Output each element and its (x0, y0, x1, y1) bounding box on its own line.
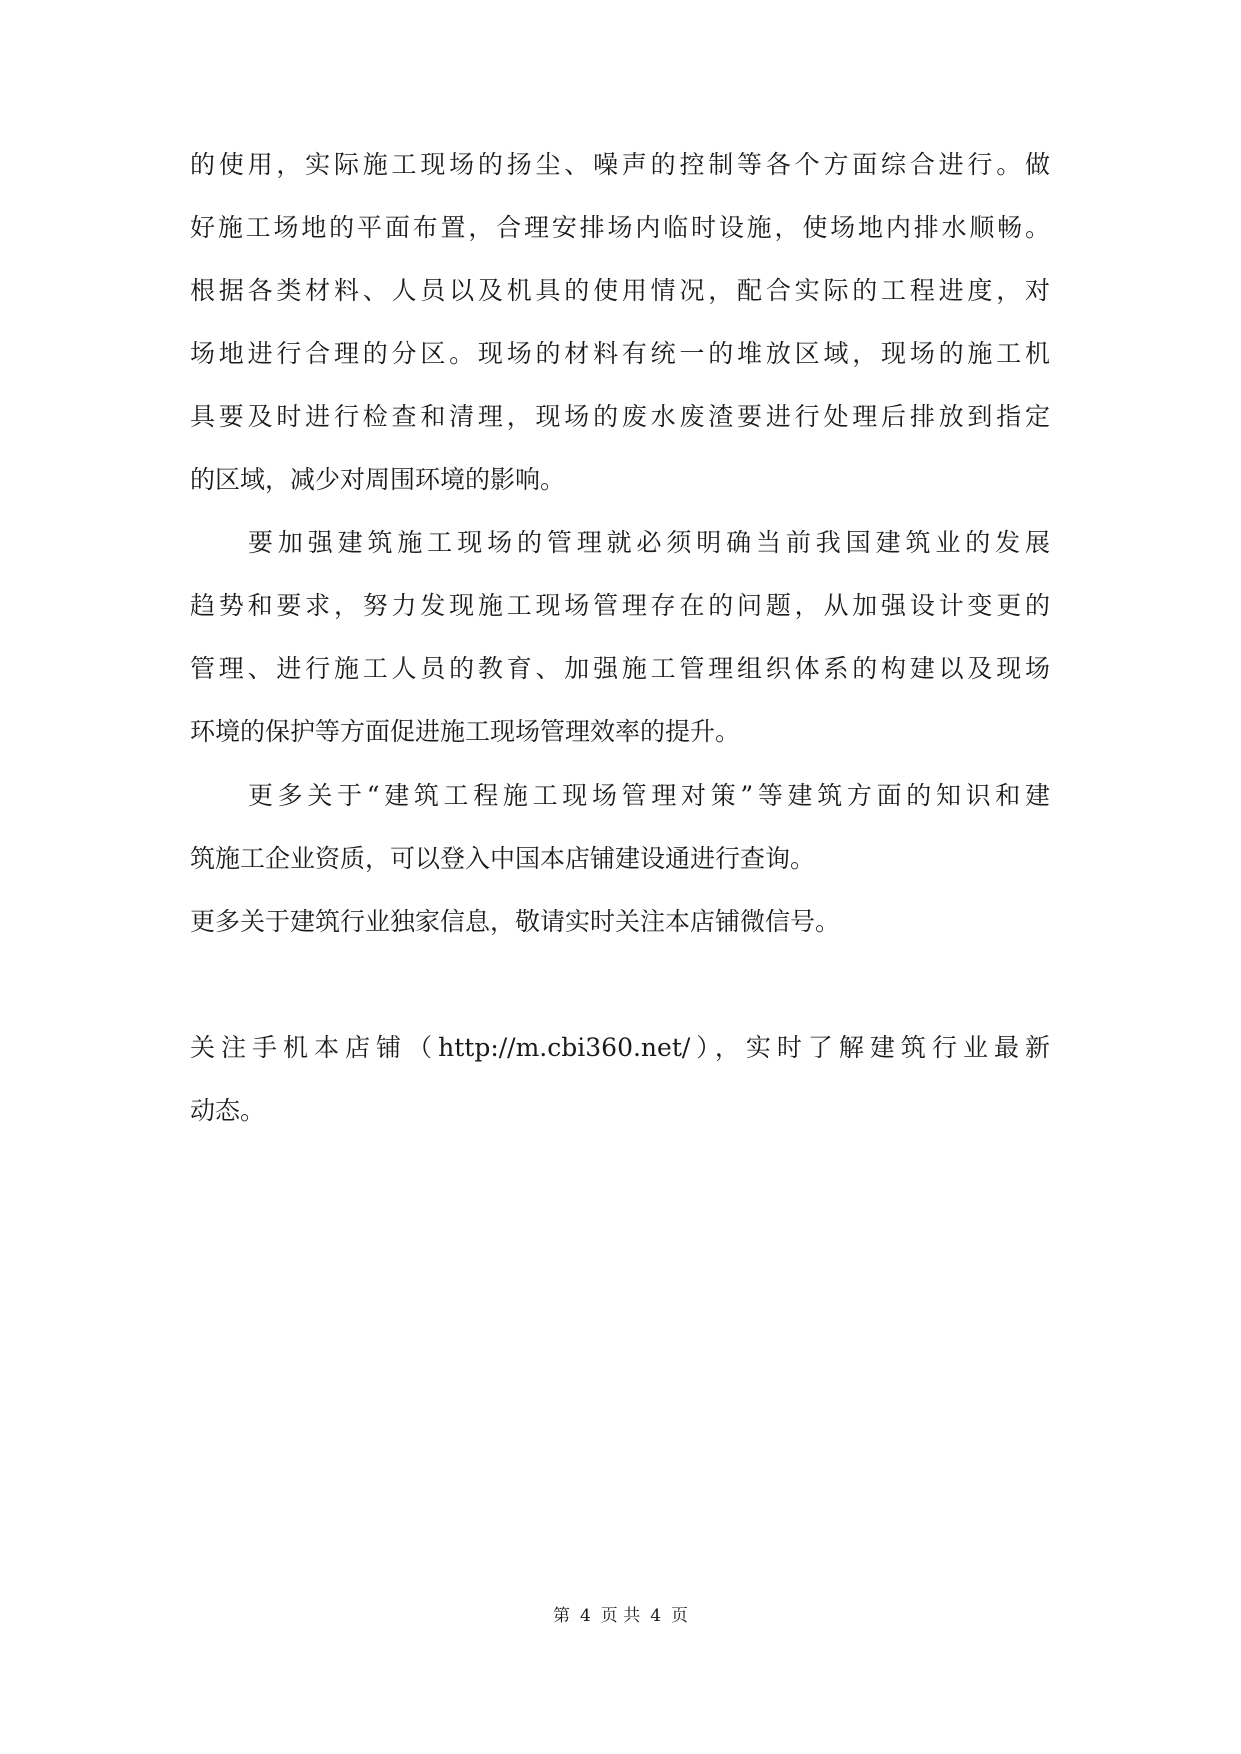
paragraph-line: 的使用，实际施工现场的扬尘、噪声的控制等各个方面综合进行。做 (190, 150, 1050, 179)
paragraph-line: 关注手机本店铺（http://m.cbi360.net/），实时了解建筑行业最新 (190, 1033, 1050, 1062)
paragraph-line: 趋势和要求，努力发现施工现场管理存在的问题，从加强设计变更的 (190, 591, 1050, 620)
page-footer (0, 1604, 1241, 1628)
paragraph-line: 具要及时进行检查和清理，现场的废水废渣要进行处理后排放到指定 (190, 402, 1050, 431)
paragraph-line: 管理、进行施工人员的教育、加强施工管理组织体系的构建以及现场 (190, 654, 1050, 683)
paragraph-line: 更多关于“建筑工程施工现场管理对策”等建筑方面的知识和建 (248, 781, 1050, 810)
paragraph-line: 根据各类材料、人员以及机具的使用情况，配合实际的工程进度，对 (190, 276, 1050, 305)
total-pages: 4 (650, 1606, 662, 1626)
footer-middle: 页 共 (600, 1606, 641, 1626)
paragraph-line: 动态。 (190, 1096, 266, 1125)
paragraph-line: 更多关于建筑行业独家信息，敬请实时关注本店铺微信号。 (190, 907, 841, 936)
paragraph-line: 好施工场地的平面布置，合理安排场内临时设施，使场地内排水顺畅。 (190, 213, 1050, 242)
paragraph-line: 筑施工企业资质，可以登入中国本店铺建设通进行查询。 (190, 844, 816, 873)
page-number: 4 (579, 1606, 591, 1626)
paragraph-line: 环境的保护等方面促进施工现场管理效率的提升。 (190, 717, 741, 746)
paragraph-line: 场地进行合理的分区。现场的材料有统一的堆放区域，现场的施工机 (190, 339, 1050, 368)
paragraph-line: 要加强建筑施工现场的管理就必须明确当前我国建筑业的发展 (248, 528, 1050, 557)
paragraph-line: 的区域，减少对周围环境的影响。 (190, 465, 566, 494)
footer-suffix: 页 (671, 1606, 689, 1626)
footer-prefix: 第 (552, 1606, 570, 1626)
